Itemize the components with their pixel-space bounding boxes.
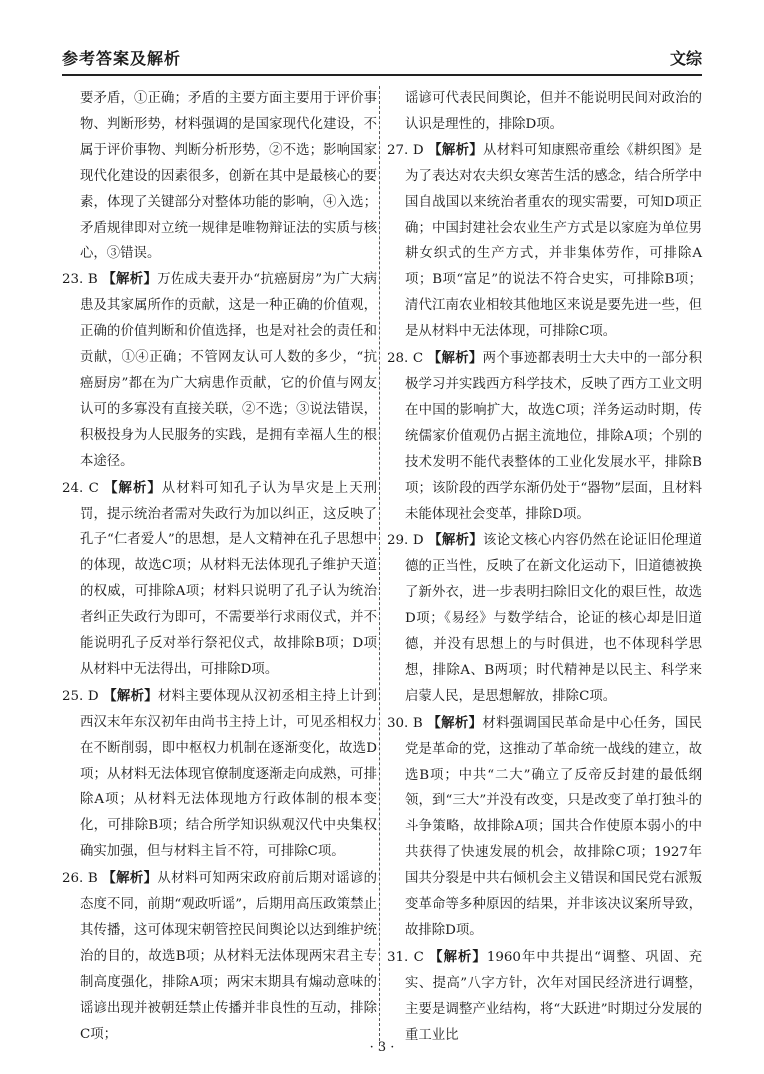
answer-item-25: [62, 684, 377, 865]
answer-number: 27. D: [387, 142, 424, 158]
answer-text: 材料主要体现从汉初丞相主持上计到西汉末年东汉初年由尚书主持上计，可见丞相权力在不断削弱，即中枢权力机制在逐渐变化，故选D项；从材料无法体现官僚制度逐渐走向成熟，可排除A项；从材料无法体现地方行政体制的根本变化，可排除B项；结合所学知识纵观汉代中央集权确实加强，但与材料主旨不符，可排除C项。: [80, 688, 377, 860]
analysis-tag: 【解析】: [428, 532, 484, 549]
column-divider: [379, 86, 380, 1046]
answer-text: 两个事迹都表明士大夫中的一部分积极学习并实践西方科学技术，反映了西方工业文明在中国的影响扩大，故选C项；洋务运动时期，传统儒家价值观仍占据主流地位，排除A项；个别的技术发明不能代表整体的工业化发展水平，排除B项；该阶段的西学东渐仍处于“器物”层面，且材料未能体现社会变革，排除D项。: [405, 351, 702, 522]
continuation-text: 要矛盾，①正确；矛盾的主要方面主要用于评价事物、判断形势，材料强调的是国家现代化建设，不属于评价事物、判断分析形势，②不选；影响国家现代化建设的因素很多，创新在其中是最核心的要素，体现了关键部分对整体功能的影响，④入选；矛盾规律即对立统一规律是唯物辩证法的实质与核心，③错误。: [80, 91, 377, 262]
analysis-tag: 【解析】: [104, 479, 162, 496]
analysis-tag: 【解析】: [102, 870, 158, 887]
answer-text: 从材料可知孔子认为旱灾是上天刑罚，提示统治者需对失政行为加以纠正，这反映了孔子“仁者爱人”的思想，是人文精神在孔子思想中的体现，故选C项；从材料无法体现孔子维护天道的权威，可排除A项；材料只说明了孔子认为统治者纠正失政行为即可，不需要举行求雨仪式，并不能说明孔子反对举行祭祀仪式，故排除B项；D项从材料中无法得出，可排除D项。: [80, 480, 378, 677]
answer-number: 28. C: [387, 351, 424, 367]
answer-number: 31. C: [387, 949, 424, 965]
answer-item-28: [387, 346, 702, 527]
answer-text: 1960年中共提出“调整、巩固、充实、提高”八字方针，次年对国民经济进行调整，主要是调整产业结构，将“大跃进”时期过分发展的重工业比: [405, 949, 702, 1043]
answer-item-23: [62, 267, 377, 474]
answer-item-31: [387, 945, 702, 1049]
answer-item-24: [62, 476, 377, 683]
answer-item-29: [387, 528, 702, 709]
analysis-tag: 【解析】: [429, 948, 487, 965]
header-rule: [62, 74, 702, 76]
continuation-text: 谣谚可代表民间舆论，但并不能说明民间对政治的认识是理性的，排除D项。: [405, 91, 702, 132]
left-column: [62, 86, 377, 1049]
header-title: 参考答案及解析: [62, 49, 182, 68]
answer-text: 从材料可知两宋政府前后期对谣谚的态度不同，前期“观政听谣”，后期用高压政策禁止其传播，这可体现宋朝管控民间舆论以达到维护统治的目的，故选B项；从材料无法体现两宋君主专制高度强化，排除A项；两宋末期具有煽动意味的谣谚出现并被朝廷禁止传播并非良性的互动，排除C项；: [80, 871, 378, 1042]
analysis-tag: 【解析】: [103, 687, 159, 704]
answer-text: 万佐成夫妻开办“抗癌厨房”为广大病患及其家属所作的贡献，这是一种正确的价值观，正确的价值判断和价值选择，也是对社会的责任和贡献，①④正确；不管网友认可人数的多少，“抗癌厨房”都在为广大病患作贡献，它的价值与网友认可的多寡没有直接关联，②不选；③说法错误，积极投身为人民服务的实践，是拥有幸福人生的根本途径。: [80, 272, 377, 469]
answer-number: 26. B: [62, 871, 98, 887]
analysis-tag: 【解析】: [428, 141, 484, 158]
answer-text: 从材料可知康熙帝重绘《耕织图》是为了表达对农夫织女寒苦生活的感念，结合所学中国自战国以来统治者重农的现实需要，可知D项正确；中国封建社会农业生产方式是以家庭为单位男耕女织式的生产方式，并非集体劳作，可排除A项；B项“富足”的说法不符合史实，可排除B项；清代江南农业相较其他地区来说是要先进一些，但是从材料中无法体现，可排除C项。: [405, 142, 702, 340]
analysis-tag: 【解析】: [427, 350, 483, 367]
header-subject: 文综: [669, 49, 702, 68]
answer-number: 23. B: [62, 272, 98, 288]
answer-text: 材料强调国民革命是中心任务，国民党是革命的党，这推动了革命统一战线的建立，故选B项；中共“二大”确立了反帝反封建的最低纲领，到“三大”并没有改变，只是改变了单打独斗的斗争策略，故排除A项；国共合作使原本弱小的中共获得了快速发展的机会，故排除C项；1927年国共分裂是中共右倾机会主义错误和国民党右派叛变革命等多种原因的结果，并非该决议案所导致，故排除D项。: [405, 715, 703, 938]
answer-item-27: [387, 138, 702, 345]
answer-text: 该论文核心内容仍然在论证旧伦理道德的正当性，反映了在新文化运动下，旧道德被换了新外衣，进一步表明扫除旧文化的艰巨性，故选D项；《易经》与数学结合，论证的核心却是旧道德，并没有思想上的与时俱进，也不体现科学思想，排除A、B两项；时代精神是以民主、科学来启蒙人民，是思想解放，排除C项。: [405, 533, 702, 704]
page-header: [62, 46, 702, 72]
answer-number: 24. C: [62, 480, 99, 496]
answer-number: 25. D: [62, 688, 99, 704]
right-column: [387, 86, 702, 1050]
analysis-tag: 【解析】: [102, 271, 158, 288]
answer-number: 30. B: [387, 715, 423, 731]
analysis-tag: 【解析】: [427, 714, 483, 731]
answer-item-30: [387, 711, 702, 944]
answer-item-26: [62, 866, 377, 1047]
answer-number: 29. D: [387, 533, 424, 549]
page-number: · 3 ·: [369, 1040, 395, 1055]
